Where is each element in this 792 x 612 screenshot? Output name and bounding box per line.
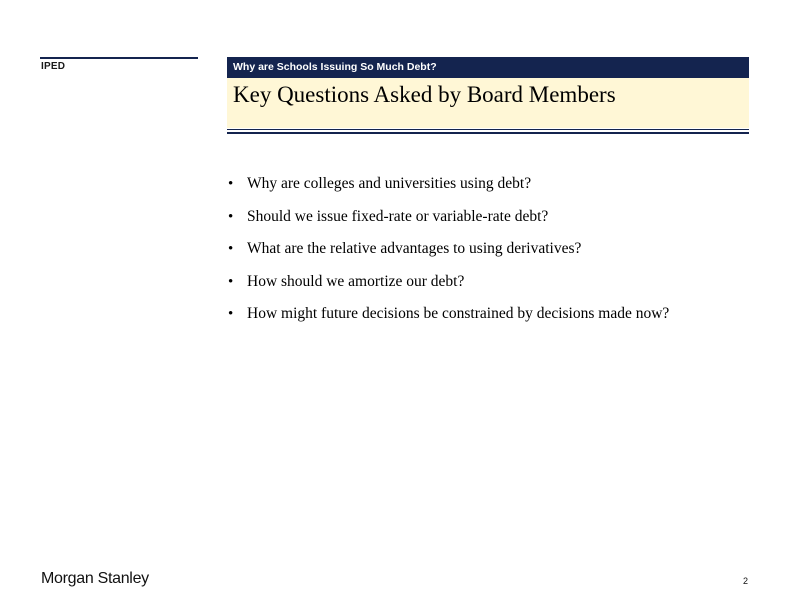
page-number: 2: [743, 576, 749, 586]
list-item: [228, 208, 669, 241]
list-item-text: Why are colleges and universities using debt?: [247, 175, 532, 192]
list-item: [228, 175, 669, 208]
list-item: [228, 273, 669, 306]
bullet-icon: •: [228, 241, 234, 257]
title-underline-thin: [227, 129, 749, 130]
bullet-icon: •: [228, 273, 234, 290]
page-title: Key Questions Asked by Board Members: [233, 82, 616, 107]
section-divider-line: [40, 57, 198, 59]
bullet-icon: •: [228, 208, 234, 225]
title-underline-thick: [227, 132, 749, 134]
header-bar: [227, 57, 749, 78]
list-item: [228, 240, 669, 273]
list-item-text: How should we amortize our debt?: [247, 272, 465, 290]
list-item: [228, 305, 669, 338]
list-item-text: Should we issue fixed-rate or variable-rate debt?: [247, 207, 549, 225]
header-subtitle: Why are Schools Issuing So Much Debt?: [233, 61, 437, 73]
section-label: IPED: [41, 61, 66, 72]
company-logo: Morgan Stanley: [41, 570, 149, 587]
bullet-icon: •: [228, 306, 234, 322]
questions-list: [228, 175, 669, 338]
list-item-text: How might future decisions be constrained by decisions made now?: [247, 305, 670, 322]
bullet-icon: •: [228, 176, 234, 192]
title-panel: [227, 78, 749, 128]
list-item-text: What are the relative advantages to using derivatives?: [247, 240, 582, 257]
